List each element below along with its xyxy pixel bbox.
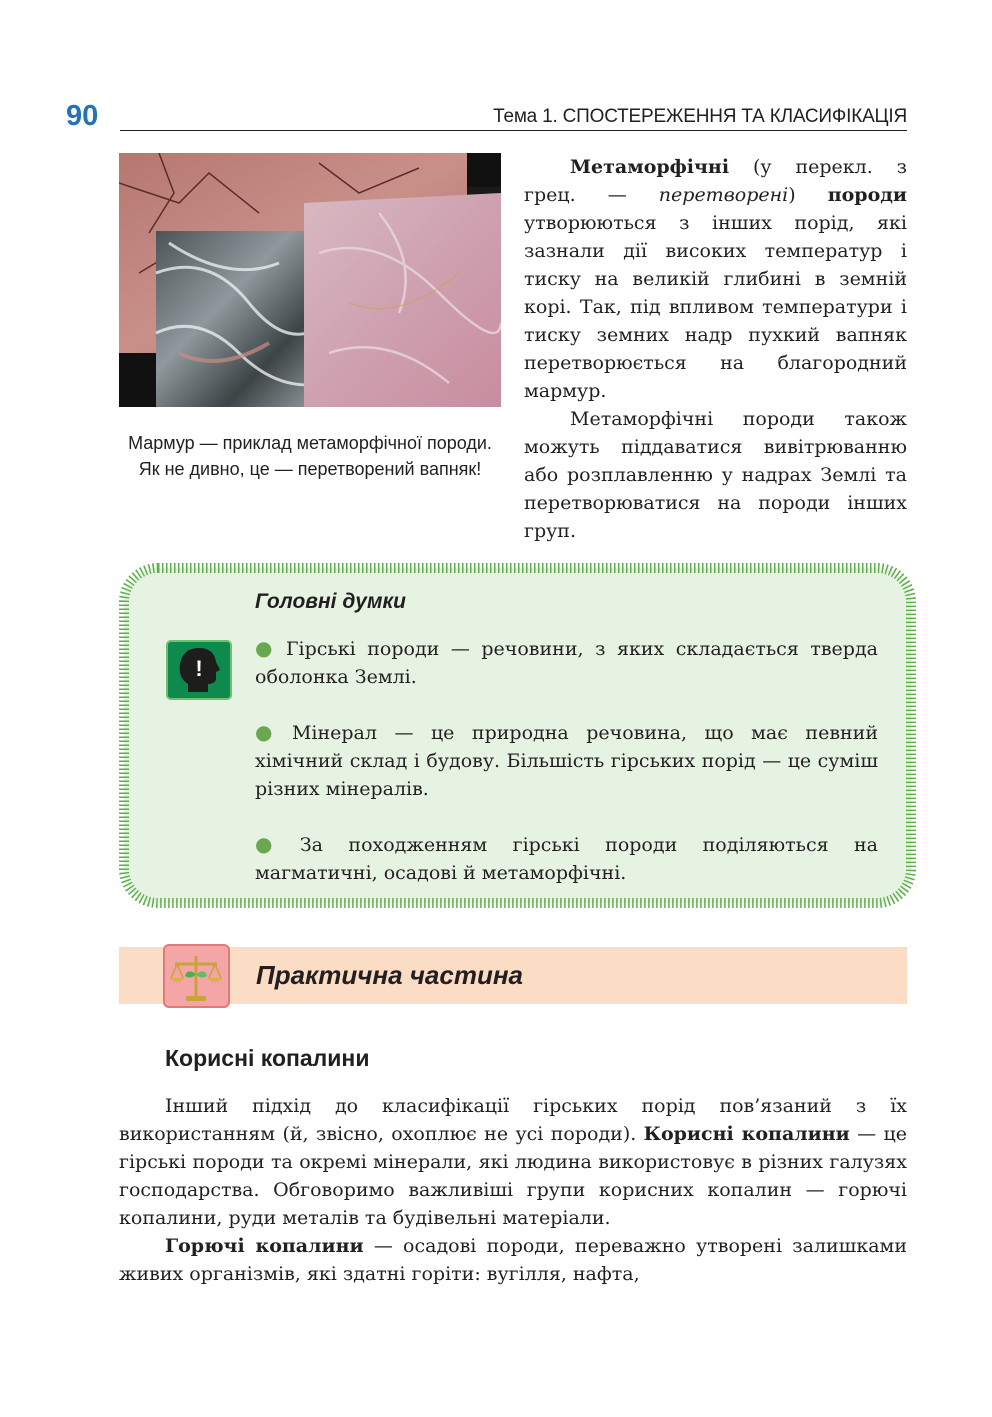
- exclamation-mark: !: [195, 656, 203, 681]
- bullet-icon: ●: [255, 832, 292, 856]
- bullet-icon: ●: [255, 720, 284, 744]
- marble-photo: [119, 153, 501, 407]
- minerals-paragraph-1-rest: — це гірські породи та окремі мінерали, які людина використовує в різних галузях господарства. Обговоримо важливіші групи корисних копалин — горючі копалини, руди металів та будівельні матеріали.: [119, 1123, 908, 1229]
- minerals-heading: Корисні копалини: [165, 1045, 370, 1071]
- intro-paragraph-2: Метаморфічні породи також можуть піддаватися вивітрюванню або розплавленню у надрах Землі та перетворюватися на породи інших груп.: [524, 408, 907, 542]
- running-header: Тема 1. СПОСТЕРЕЖЕННЯ ТА КЛАСИФІКАЦІЯ: [493, 106, 907, 127]
- term-rocks: породи: [827, 184, 907, 206]
- summary-point-1: [255, 634, 878, 691]
- minerals-paragraph-2-rest: — осадові породи, переважно утворені залишками живих організмів, які здатні горіти: вугілля, нафта,: [119, 1235, 907, 1285]
- summary-point-2: [255, 718, 878, 803]
- summary-point-text: За походженням гірські породи поділяються на магматичні, осадові й метаморфічні.: [255, 834, 879, 884]
- header-rule: [120, 130, 907, 131]
- summary-box: [118, 562, 917, 909]
- translation-suffix: ): [788, 184, 828, 206]
- term-metamorphic: Метаморфічні: [570, 156, 730, 178]
- figure-caption: Мармур — приклад метаморфічної породи. Як не дивно, це — перетворений вапняк!: [128, 433, 492, 479]
- head-exclamation-icon: [166, 640, 232, 700]
- practical-section-title: Практична частина: [256, 960, 524, 990]
- intro-paragraph-1: [524, 153, 907, 405]
- term-fuel-minerals: Горючі копалини: [165, 1235, 364, 1257]
- intro-text: [524, 153, 907, 545]
- scales-icon: [163, 944, 230, 1008]
- page-number: 90: [66, 100, 99, 132]
- summary-point-text: Гірські породи — речовини, з яких складається тверда оболонка Землі.: [255, 638, 878, 688]
- summary-title: Головні думки: [255, 590, 406, 613]
- minerals-paragraph-1-start: Інший підхід до класифікації гірських порід пов’язаний з їх використанням (й, звісно, охоплює не усі породи).: [119, 1095, 907, 1145]
- minerals-paragraph-2: [119, 1232, 907, 1288]
- bullet-icon: ●: [255, 636, 278, 660]
- summary-point-3: [255, 830, 878, 887]
- minerals-paragraph-1: [119, 1092, 907, 1232]
- translation-prefix: (у перекл. з грец. —: [524, 156, 907, 206]
- translation: перетворені: [658, 184, 789, 206]
- intro-paragraph-1-rest: утворюються з інших порід, які зазнали дії високих температур і тиску на великій глибині в земній корі. Так, під впливом температури і тиску земних надр пухкий вапняк перетворюється на благородний мармур.: [524, 212, 907, 402]
- summary-point-text: Мінерал — це природна речовина, що має певний хімічний склад і будову. Більшість гірських порід — це суміш різних мінералів.: [255, 722, 879, 800]
- minerals-body: [119, 1092, 907, 1288]
- term-useful-minerals: Корисні копалини: [643, 1123, 850, 1145]
